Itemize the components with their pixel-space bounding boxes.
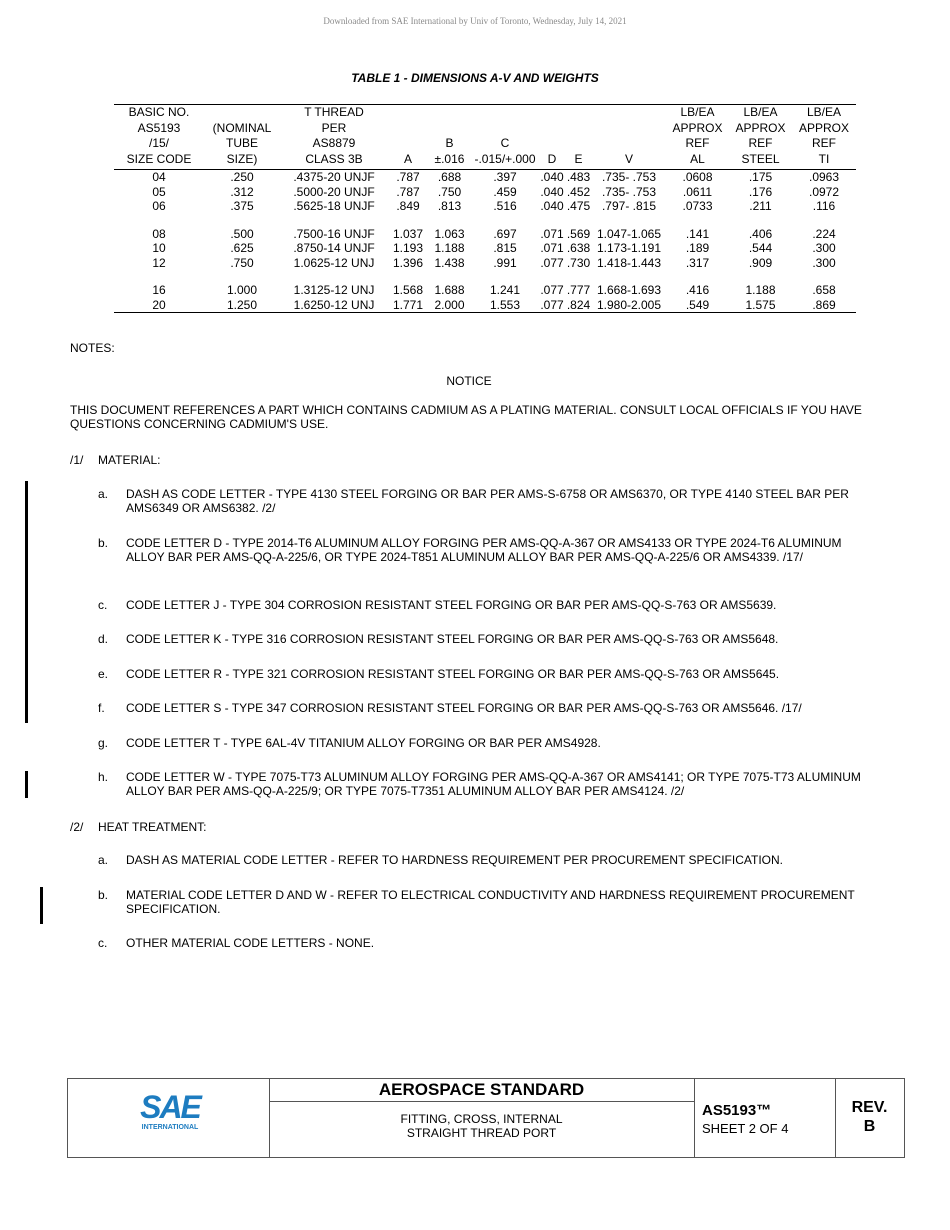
list-item-label: g.	[98, 736, 109, 750]
cell-weight-steel: .406	[748, 226, 773, 241]
table-row	[114, 199, 856, 214]
list-item-text: CODE LETTER K - TYPE 316 CORROSION RESISTANT STEEL FORGING OR BAR PER AMS-QQ-S-763 OR AMS5648.	[126, 632, 779, 646]
cell-a: 1.568	[392, 283, 424, 297]
revision-bar	[25, 771, 28, 798]
cell-c: 1.553	[471, 298, 539, 313]
cell-d: .040	[540, 170, 564, 184]
heat-note-number: /2/	[70, 820, 84, 834]
cell-b: 1.063	[434, 226, 465, 241]
cell-v: .797- .815	[601, 199, 657, 213]
heat-note-title: HEAT TREATMENT:	[98, 820, 207, 834]
cell-weight-steel: .176	[748, 184, 773, 199]
cell-weight-steel: .909	[748, 255, 773, 270]
list-item-label: c.	[98, 598, 108, 612]
cell-d: .077	[540, 255, 564, 270]
cell-t-thread: .5000-20 UNJF	[293, 184, 375, 199]
cell-weight-al: .317	[685, 255, 710, 270]
title-block	[67, 1078, 905, 1158]
cell-weight-al: .189	[685, 241, 710, 255]
cell-a: .787	[396, 184, 420, 199]
cell-c: .815	[493, 241, 517, 255]
sae-logo-text: SAE	[140, 1089, 200, 1125]
cell-e: .777	[566, 283, 591, 297]
header-nominal-tube-size: (NOMINAL TUBE SIZE)	[204, 105, 280, 170]
cell-weight-al: .0611	[682, 184, 713, 199]
cell-weight-steel: .211	[749, 199, 772, 213]
cell-weight-al: .549	[666, 298, 729, 313]
list-item-text: OTHER MATERIAL CODE LETTERS - NONE.	[126, 936, 375, 950]
cell-size-code: 08	[152, 226, 166, 241]
header-t-thread: T THREAD PER AS8879 CLASS 3B	[280, 105, 388, 170]
cell-a: .849	[396, 199, 420, 213]
cell-size-code: 16	[152, 283, 166, 297]
cell-d: .040	[540, 199, 564, 213]
dimensions-table	[114, 104, 856, 313]
cell-a: .787	[396, 170, 420, 184]
cell-v: 1.668-1.693	[596, 283, 662, 297]
download-note: Downloaded from SAE International by Univ of Toronto, Wednesday, July 14, 2021	[323, 16, 627, 26]
cell-d: .071	[540, 226, 564, 241]
cell-tube-size: 1.000	[226, 283, 258, 297]
cell-tube-size: .500	[230, 226, 254, 241]
notice-text: THIS DOCUMENT REFERENCES A PART WHICH CONTAINS CADMIUM AS A PLATING MATERIAL. CONSULT LOCAL OFFICIALS IF YOU HAVE QUESTIONS CONCERNING CADMIUM'S USE.	[70, 403, 862, 431]
cell-weight-al: .141	[685, 226, 710, 241]
sheet-number: SHEET 2 OF 4	[702, 1121, 789, 1136]
notice-title: NOTICE	[446, 374, 492, 388]
header-d: D	[539, 105, 565, 170]
table-row	[114, 256, 856, 271]
cell-weight-ti: .300	[812, 241, 836, 255]
list-item-text: CODE LETTER R - TYPE 321 CORROSION RESISTANT STEEL FORGING OR BAR PER AMS-QQ-S-763 OR AMS5645.	[126, 667, 780, 681]
list-item-label: d.	[98, 632, 109, 646]
table-row	[114, 241, 856, 256]
cell-a: 1.193	[392, 241, 424, 255]
list-item-text: CODE LETTER J - TYPE 304 CORROSION RESISTANT STEEL FORGING OR BAR PER AMS-QQ-S-763 OR AMS5639.	[126, 598, 777, 612]
header-weight-ti: LB/EA APPROX REF TI	[792, 105, 856, 170]
header-weight-al: LB/EA APPROX REF AL	[666, 105, 729, 170]
cell-tube-size: .312	[230, 184, 254, 199]
cell-e: .483	[566, 170, 591, 184]
cell-size-code: 20	[114, 298, 204, 313]
header-b: B ±.016	[428, 105, 471, 170]
title-block-title-cell	[269, 1079, 695, 1157]
table-row	[114, 170, 856, 185]
cell-weight-steel: .175	[748, 170, 773, 184]
cell-size-code: 05	[152, 184, 166, 199]
header-e: E	[565, 105, 592, 170]
list-item-label: f.	[98, 701, 105, 715]
table-row	[114, 185, 856, 200]
cell-v: .735- .753	[601, 170, 657, 184]
cell-t-thread: 1.3125-12 UNJ	[293, 283, 375, 297]
cell-tube-size: .250	[230, 170, 254, 184]
table-row	[114, 298, 856, 313]
revision-bar	[25, 481, 28, 723]
header-size-code: BASIC NO. AS5193 /15/ SIZE CODE	[114, 105, 204, 170]
cell-weight-steel: 1.575	[729, 298, 792, 313]
cell-e: .638	[566, 241, 591, 255]
list-item-label: c.	[98, 936, 108, 950]
list-item-text: CODE LETTER S - TYPE 347 CORROSION RESISTANT STEEL FORGING OR BAR PER AMS-QQ-S-763 OR AMS5646. /17/	[126, 701, 802, 715]
cell-t-thread: .4375-20 UNJF	[293, 170, 375, 184]
title-block-logo-cell	[68, 1079, 270, 1157]
cell-b: 2.000	[428, 298, 471, 313]
document-number: AS5193™	[702, 1102, 772, 1119]
title-block-doc-cell	[694, 1079, 836, 1157]
cell-weight-al: .416	[685, 283, 710, 297]
list-item-label: a.	[98, 487, 109, 501]
cell-v: 1.418-1.443	[596, 255, 662, 270]
cell-c: .397	[493, 170, 517, 184]
cell-weight-ti: .224	[812, 226, 836, 241]
revision-label: REV.	[851, 1099, 888, 1116]
sae-logo-subtext: INTERNATIONAL	[141, 1124, 199, 1131]
cell-t-thread: 1.0625-12 UNJ	[293, 255, 375, 270]
table-body	[114, 170, 856, 313]
cell-e: .730	[566, 255, 591, 270]
cell-v: 1.173-1.191	[596, 241, 662, 255]
revision-value: B	[863, 1118, 876, 1135]
title-block-rev-cell	[835, 1079, 904, 1157]
cell-e: .569	[566, 226, 591, 241]
cell-weight-ti: .869	[792, 298, 856, 313]
table-title: TABLE 1 - DIMENSIONS A-V AND WEIGHTS	[351, 71, 599, 85]
cell-c: .516	[493, 199, 517, 213]
cell-size-code: 12	[152, 255, 166, 270]
cell-b: 1.688	[434, 283, 465, 297]
list-item-text: CODE LETTER D - TYPE 2014-T6 ALUMINUM ALLOY FORGING PER AMS-QQ-A-367 OR AMS4133 OR TYPE 2024-T6 ALUMINUM ALLOY BAR PER AMS-QQ-A-225/6, OR TYPE 2024-T851 ALUMINUM ALLOY BAR PER AMS-QQ-A-225/6 OR AMS4339. /17/	[126, 536, 842, 564]
list-item-label: b.	[98, 888, 109, 902]
cell-weight-steel: .544	[748, 241, 773, 255]
table-header-row	[114, 105, 856, 170]
cell-b: 1.438	[434, 255, 465, 270]
list-item-text: DASH AS CODE LETTER - TYPE 4130 STEEL FORGING OR BAR PER AMS-S-6758 OR AMS6370, OR TYPE 4140 STEEL BAR PER AMS6349 OR AMS6382. /2/	[126, 487, 849, 515]
cell-c: 1.241	[489, 283, 521, 297]
cell-v: 1.980-2.005	[592, 298, 666, 313]
cell-b: .750	[437, 184, 462, 199]
material-note-title: MATERIAL:	[98, 453, 161, 467]
cell-tube-size: 1.250	[204, 298, 280, 313]
cell-weight-ti: .116	[812, 199, 836, 213]
cell-d: .071	[540, 241, 564, 255]
cell-size-code: 10	[152, 241, 166, 255]
cell-weight-ti: .658	[812, 283, 836, 297]
cell-a: 1.037	[392, 226, 424, 241]
sae-logo	[134, 1091, 206, 1132]
cell-e: .475	[566, 199, 591, 213]
cell-t-thread: .8750-14 UNJF	[293, 241, 375, 255]
cell-weight-steel: 1.188	[745, 283, 776, 297]
cell-tube-size: .375	[230, 199, 254, 213]
list-item-text: DASH AS MATERIAL CODE LETTER - REFER TO HARDNESS REQUIREMENT PER PROCUREMENT SPECIFICATION.	[126, 853, 783, 867]
header-a: A	[388, 105, 428, 170]
part-title: FITTING, CROSS, INTERNAL STRAIGHT THREAD PORT	[400, 1112, 563, 1140]
table-row	[114, 214, 856, 242]
cell-e: .452	[566, 184, 591, 199]
cell-c: .991	[493, 255, 517, 270]
cell-a: 1.771	[388, 298, 428, 313]
cell-v: 1.047-1.065	[596, 226, 662, 241]
cell-e: .824	[566, 297, 591, 312]
cell-weight-al: .0733	[682, 199, 713, 213]
header-weight-steel: LB/EA APPROX REF STEEL	[729, 105, 792, 170]
list-item-label: a.	[98, 853, 109, 867]
cell-weight-al: .0608	[682, 170, 713, 184]
notes-heading: NOTES:	[70, 341, 115, 355]
cell-t-thread: 1.6250-12 UNJ	[280, 298, 388, 313]
cell-d: .077	[540, 297, 564, 312]
cell-v: .735- .753	[601, 184, 657, 199]
cell-weight-ti: .300	[812, 255, 836, 270]
cell-t-thread: .5625-18 UNJF	[293, 199, 375, 213]
header-v: V	[592, 105, 666, 170]
list-item-text: CODE LETTER W - TYPE 7075-T73 ALUMINUM ALLOY FORGING PER AMS-QQ-A-367 OR AMS4141; OR TYPE 7075-T73 ALUMINUM ALLOY BAR PER AMS-QQ-A-225/9; OR TYPE 7075-T7351 ALUMINUM ALLOY BAR PER AMS4124. /2/	[126, 770, 861, 798]
cell-d: .040	[540, 184, 564, 199]
material-note-number: /1/	[70, 453, 84, 467]
cell-size-code: 06	[152, 199, 166, 213]
list-item-label: h.	[98, 770, 109, 784]
list-item-text: MATERIAL CODE LETTER D AND W - REFER TO ELECTRICAL CONDUCTIVITY AND HARDNESS REQUIREMENT PROCUREMENT SPECIFICATION.	[126, 888, 855, 916]
cell-size-code: 04	[152, 170, 166, 184]
revision-bar	[40, 887, 43, 924]
cell-tube-size: .750	[230, 255, 254, 270]
cell-d: .077	[540, 283, 564, 297]
cell-a: 1.396	[392, 255, 424, 270]
cell-c: .459	[493, 184, 517, 199]
cell-b: .688	[437, 170, 462, 184]
cell-tube-size: .625	[230, 241, 254, 255]
cell-b: 1.188	[434, 241, 465, 255]
table-row	[114, 270, 856, 298]
list-item-text: CODE LETTER T - TYPE 6AL-4V TITANIUM ALLOY FORGING OR BAR PER AMS4928.	[126, 736, 601, 750]
cell-c: .697	[493, 226, 517, 241]
cell-t-thread: .7500-16 UNJF	[293, 226, 375, 241]
cell-b: .813	[437, 199, 462, 213]
cell-weight-ti: .0972	[808, 184, 840, 199]
header-c: C -.015/+.000	[471, 105, 539, 170]
cell-weight-ti: .0963	[808, 170, 840, 184]
list-item-label: e.	[98, 667, 109, 681]
standard-type: AEROSPACE STANDARD	[269, 1079, 694, 1102]
list-item-label: b.	[98, 536, 109, 550]
